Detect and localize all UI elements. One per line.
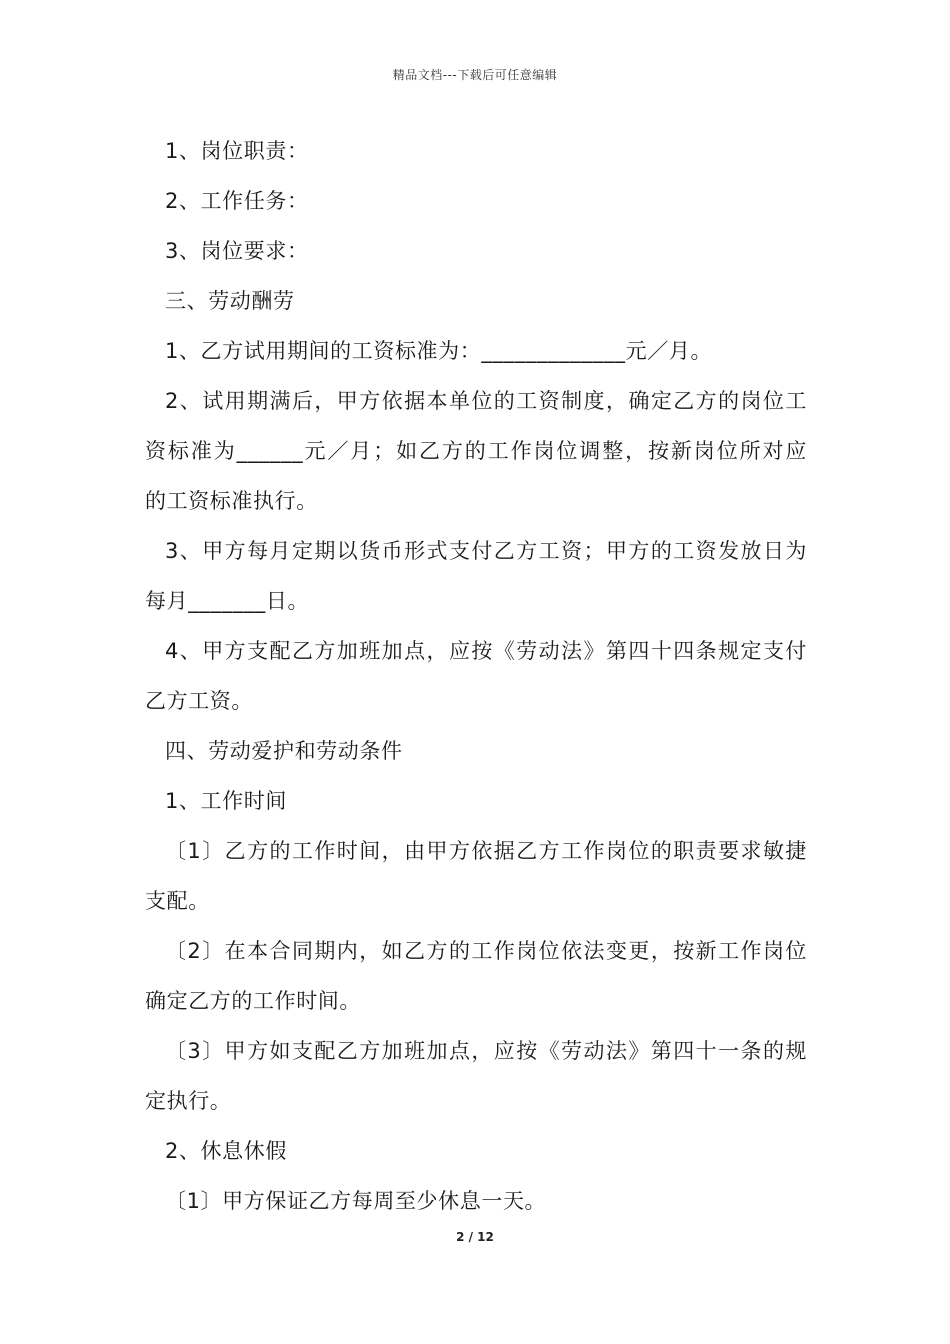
paragraph-line: 3、岗位要求： [165, 239, 309, 263]
paragraph-line: 〔3〕甲方如支配乙方加班加点，应按《劳动法》第四十一条的规 [165, 1039, 807, 1063]
paragraph-line: 3、甲方每月定期以货币形式支付乙方工资；甲方的工资发放日为 [165, 539, 807, 563]
paragraph-line: 乙方工资。 [145, 689, 253, 713]
document-body [145, 126, 807, 1226]
section-heading: 四、劳动爱护和劳动条件 [165, 739, 403, 763]
page-header: 精品文档---下载后可任意编辑 [392, 68, 558, 82]
paragraph-line: 支配。 [145, 889, 210, 913]
page-number: 2 / 12 [456, 1230, 494, 1244]
subsection-heading: 1、工作时间 [165, 789, 287, 813]
paragraph-line: 资标准为______元／月；如乙方的工作岗位调整，按新岗位所对应 [145, 439, 807, 463]
paragraph-line: 2、试用期满后，甲方依据本单位的工资制度，确定乙方的岗位工 [165, 389, 807, 413]
paragraph-line: 2、工作任务： [165, 189, 309, 213]
paragraph-line: 〔1〕乙方的工作时间，由甲方依据乙方工作岗位的职责要求敏捷 [165, 839, 807, 863]
paragraph-line: 〔2〕在本合同期内，如乙方的工作岗位依法变更，按新工作岗位 [165, 939, 807, 963]
paragraph-line: 4、甲方支配乙方加班加点，应按《劳动法》第四十四条规定支付 [165, 639, 807, 663]
section-heading: 三、劳动酬劳 [165, 289, 295, 313]
paragraph-line: 〔1〕甲方保证乙方每周至少休息一天。 [165, 1189, 547, 1213]
paragraph-line: 每月_______日。 [145, 589, 310, 613]
paragraph-line: 1、乙方试用期间的工资标准为：_____________元／月。 [165, 339, 713, 363]
paragraph-line: 确定乙方的工作时间。 [145, 989, 361, 1013]
paragraph-line: 1、岗位职责： [165, 139, 309, 163]
paragraph-line: 定执行。 [145, 1089, 232, 1113]
subsection-heading: 2、休息休假 [165, 1139, 287, 1163]
paragraph-line: 的工资标准执行。 [145, 489, 318, 513]
